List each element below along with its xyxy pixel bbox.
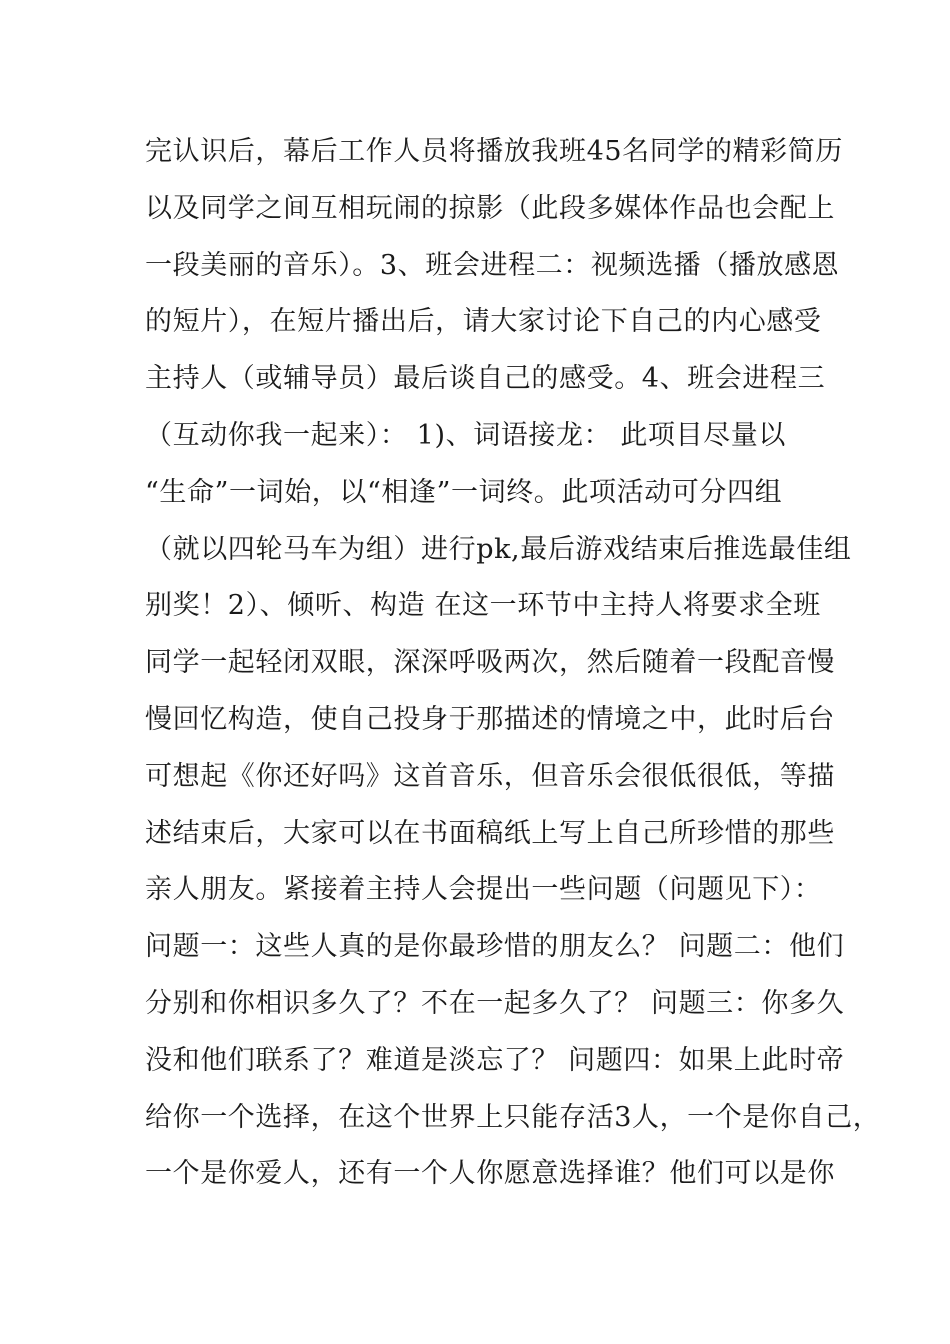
body-text [145,124,881,1203]
text-line: 的短片），在短片播出后，请大家讨论下自己的内心感受 [145,306,822,338]
text-line: 没和他们联系了？难道是淡忘了？ 问题四：如果上此时帝 [145,1044,845,1076]
text-line: 主持人（或辅导员）最后谈自己的感受。4、班会进程三 [145,363,826,395]
text-line: 分别和你相识多久了？不在一起多久了？ 问题三：你多久 [145,987,845,1019]
text-line: 以及同学之间互相玩闹的掠影（此段多媒体作品也会配上 [145,192,835,224]
text-line: 可想起《你还好吗》这首音乐，但音乐会很低很低，等描 [145,760,835,792]
text-line: 同学一起轻闭双眼，深深呼吸两次，然后随着一段配音慢 [145,647,835,679]
text-line: “生命”一词始，以“相逢”一词终。此项活动可分四组 [145,476,783,508]
text-line: （互动你我一起来）： 1)、词语接龙： 此项目尽量以 [145,419,786,451]
text-line: 问题一：这些人真的是你最珍惜的朋友么？ 问题二：他们 [145,931,845,963]
text-line: 一个是你爱人，还有一个人你愿意选择谁？他们可以是你 [145,1158,835,1190]
text-line: 慢回忆构造，使自己投身于那描述的情境之中，此时后台 [145,703,835,735]
text-line: 述结束后，大家可以在书面稿纸上写上自己所珍惜的那些 [145,817,835,849]
text-line: 一段美丽的音乐）。3、班会进程二：视频选播（播放感恩 [145,249,840,281]
text-line: 别奖！2）、倾听、构造 在这一环节中主持人将要求全班 [145,590,821,622]
text-line: 亲人朋友。紧接着主持人会提出一些问题（问题见下）： [145,874,822,906]
text-line: 完认识后，幕后工作人员将播放我班45名同学的精彩简历 [145,136,843,167]
text-line: （就以四轮马车为组）进行pk,最后游戏结束后推选最佳组 [145,533,852,565]
text-line: 给你一个选择，在这个世界上只能存活3人，一个是你自己， [145,1101,881,1133]
